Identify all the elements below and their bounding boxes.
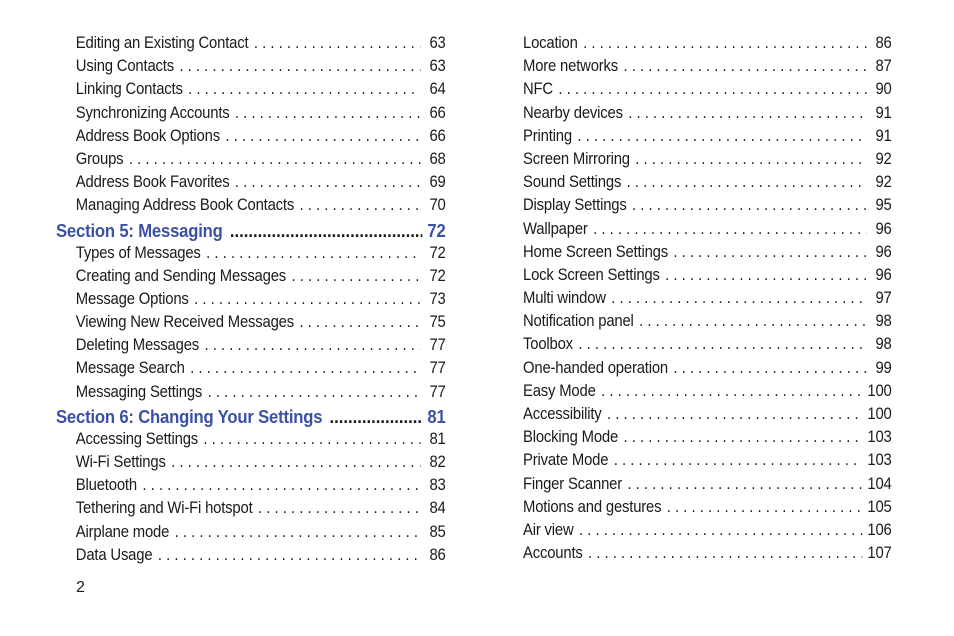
dot-leader xyxy=(623,428,862,447)
toc-page-number: 107 xyxy=(867,544,892,563)
toc-title: Wallpaper xyxy=(523,219,588,238)
toc-entry-multi-window[interactable] xyxy=(523,289,892,312)
toc-title: Managing Address Book Contacts xyxy=(75,196,295,215)
toc-title: Wi-Fi Settings xyxy=(75,453,166,471)
dot-leader xyxy=(188,80,420,99)
toc-page-number: 82 xyxy=(429,453,446,471)
toc-title: Linking Contacts xyxy=(75,80,183,99)
toc-entry-address-book-favorites[interactable] xyxy=(56,173,446,196)
dot-leader xyxy=(588,544,862,563)
toc-entry-message-search[interactable] xyxy=(56,359,446,382)
toc-title: Section 6: Changing Your Settings xyxy=(56,405,323,427)
dot-leader xyxy=(635,150,866,169)
toc-title: Bluetooth xyxy=(75,476,137,495)
toc-title: Home Screen Settings xyxy=(523,242,668,261)
toc-title: Messaging Settings xyxy=(75,382,203,401)
dot-leader xyxy=(579,521,862,540)
toc-page-number: 63 xyxy=(429,34,446,52)
toc-title: Sound Settings xyxy=(523,173,622,192)
dot-leader xyxy=(254,34,421,53)
toc-title: Airplane mode xyxy=(75,522,170,541)
dot-leader xyxy=(639,312,866,331)
toc-title: Lock Screen Settings xyxy=(523,265,660,284)
toc-entry-printing[interactable] xyxy=(523,127,892,150)
dot-leader xyxy=(611,289,866,308)
toc-title: Tethering and Wi-Fi hotspot xyxy=(75,499,253,518)
toc-title: Editing an Existing Contact xyxy=(75,34,249,52)
toc-page-number: 66 xyxy=(429,103,446,122)
toc-entry-editing-an-existing-contact[interactable] xyxy=(56,34,446,57)
toc-entry-private-mode[interactable] xyxy=(523,451,892,474)
toc-title: Message Search xyxy=(75,359,185,378)
toc-page-number: 75 xyxy=(429,313,446,332)
toc-page-number: 72 xyxy=(429,266,446,285)
dot-leader xyxy=(627,173,867,192)
toc-entry-display-settings[interactable] xyxy=(523,196,892,219)
toc-entry-wi-fi-settings[interactable] xyxy=(56,453,446,476)
toc-entry-data-usage[interactable] xyxy=(56,546,446,569)
toc-title: Viewing New Received Messages xyxy=(75,313,294,332)
dot-leader xyxy=(330,406,423,428)
toc-page-number: 86 xyxy=(429,545,446,564)
toc-entry-viewing-new-received-messages[interactable] xyxy=(56,313,446,336)
dot-leader xyxy=(129,150,421,169)
toc-entry-motions-and-gestures[interactable] xyxy=(523,498,892,521)
toc-page-number: 100 xyxy=(867,405,892,423)
toc-entry-deleting-messages[interactable] xyxy=(56,336,446,359)
toc-entry-toolbox[interactable] xyxy=(523,335,892,358)
dot-leader xyxy=(593,220,866,239)
toc-title: Groups xyxy=(75,149,124,168)
toc-page-number: 105 xyxy=(867,497,892,516)
toc-title: Message Options xyxy=(75,289,189,308)
toc-title: NFC xyxy=(523,80,553,99)
toc-page-number: 91 xyxy=(875,103,892,122)
toc-title: Creating and Sending Messages xyxy=(75,266,287,285)
toc-page-number: 103 xyxy=(867,428,892,447)
toc-page-number: 64 xyxy=(429,80,446,99)
dot-leader xyxy=(203,430,420,449)
toc-title: Display Settings xyxy=(523,196,627,215)
toc-entry-wallpaper[interactable] xyxy=(523,220,892,243)
dot-leader xyxy=(258,499,420,518)
toc-page-number: 97 xyxy=(875,289,892,308)
toc-page-number: 92 xyxy=(875,149,892,168)
toc-title: Private Mode xyxy=(523,451,609,470)
toc-entry-address-book-options[interactable] xyxy=(56,127,446,150)
toc-title: Deleting Messages xyxy=(75,336,200,355)
toc-entry-using-contacts[interactable] xyxy=(56,57,446,80)
toc-page-number: 98 xyxy=(875,335,892,354)
dot-leader xyxy=(142,476,420,495)
toc-entry-finger-scanner[interactable] xyxy=(523,475,892,498)
toc-entry-managing-address-book-contacts[interactable] xyxy=(56,196,446,219)
dot-leader xyxy=(235,173,421,192)
dot-leader xyxy=(230,220,422,242)
toc-title: Accessibility xyxy=(523,405,602,423)
dot-leader xyxy=(194,290,420,309)
toc-entry-one-handed-operation[interactable] xyxy=(523,359,892,382)
toc-entry-nfc[interactable] xyxy=(523,80,892,103)
toc-title: Synchronizing Accounts xyxy=(75,103,230,122)
toc-title: Types of Messages xyxy=(75,243,201,262)
toc-entry-airplane-mode[interactable] xyxy=(56,523,446,546)
dot-leader xyxy=(291,267,420,286)
toc-page-number: 103 xyxy=(867,451,892,470)
dot-leader xyxy=(673,359,866,378)
toc-page-number: 63 xyxy=(429,57,446,76)
toc-title: Location xyxy=(523,34,578,52)
toc-page-number: 72 xyxy=(429,243,446,262)
toc-page-number: 98 xyxy=(875,312,892,331)
toc-entry-message-options[interactable] xyxy=(56,290,446,313)
toc-title: Notification panel xyxy=(523,312,634,331)
toc-title: Toolbox xyxy=(523,335,573,354)
toc-title: Nearby devices xyxy=(523,103,623,122)
toc-page-number: 83 xyxy=(429,476,446,495)
toc-title: Screen Mirroring xyxy=(523,149,630,168)
toc-page-number: 72 xyxy=(427,219,446,241)
dot-leader xyxy=(299,313,420,332)
dot-leader xyxy=(235,104,420,123)
toc-page-number: 77 xyxy=(429,336,446,355)
toc-page-number: 73 xyxy=(429,289,446,308)
dot-leader xyxy=(632,196,866,215)
toc-entry-linking-contacts[interactable] xyxy=(56,80,446,103)
dot-leader xyxy=(171,453,420,472)
toc-entry-creating-and-sending-messages[interactable] xyxy=(56,267,446,290)
toc-entry-more-networks[interactable] xyxy=(523,57,892,80)
toc-page-number: 104 xyxy=(867,474,892,493)
toc-entry-home-screen-settings[interactable] xyxy=(523,243,892,266)
toc-entry-types-of-messages[interactable] xyxy=(56,244,446,267)
dot-leader xyxy=(628,104,866,123)
dot-leader xyxy=(179,57,420,76)
toc-page-number: 81 xyxy=(429,429,446,448)
toc-entry-notification-panel[interactable] xyxy=(523,312,892,335)
dot-leader xyxy=(225,127,420,146)
dot-leader xyxy=(665,266,866,285)
dot-leader xyxy=(158,546,421,565)
toc-entry-easy-mode[interactable] xyxy=(523,382,892,405)
toc-title: Air view xyxy=(523,520,574,539)
toc-title: Printing xyxy=(523,126,572,145)
toc-entry-sound-settings[interactable] xyxy=(523,173,892,196)
toc-title: Blocking Mode xyxy=(523,428,619,447)
toc-page-number: 92 xyxy=(875,173,892,192)
toc-page-number: 95 xyxy=(875,196,892,215)
dot-leader xyxy=(673,243,866,262)
toc-title: Address Book Options xyxy=(75,126,220,145)
toc-page-number: 91 xyxy=(875,126,892,145)
toc-page-number: 66 xyxy=(429,126,446,145)
toc-entry-accessing-settings[interactable] xyxy=(56,430,446,453)
toc-entry-accounts[interactable] xyxy=(523,544,892,567)
toc-page-number: 84 xyxy=(429,499,446,518)
dot-leader xyxy=(614,451,862,470)
toc-title: Multi window xyxy=(523,289,606,308)
toc-page-number: 68 xyxy=(429,149,446,168)
toc-title: Motions and gestures xyxy=(523,497,662,516)
toc-page-number: 87 xyxy=(875,57,892,76)
toc-page-number: 70 xyxy=(429,196,446,215)
dot-leader xyxy=(607,405,862,424)
toc-title: Easy Mode xyxy=(523,381,596,400)
toc-page-number: 77 xyxy=(429,382,446,401)
toc-title: Using Contacts xyxy=(75,57,174,76)
dot-leader xyxy=(578,335,866,354)
toc-entry-screen-mirroring[interactable] xyxy=(523,150,892,173)
dot-leader xyxy=(623,57,866,76)
dot-leader xyxy=(204,336,420,355)
dot-leader xyxy=(300,196,421,215)
toc-page-number: 96 xyxy=(875,265,892,284)
toc-title: Address Book Favorites xyxy=(75,173,230,192)
toc-entry-blocking-mode[interactable] xyxy=(523,428,892,451)
toc-entry-air-view[interactable] xyxy=(523,521,892,544)
dot-leader xyxy=(208,383,421,402)
toc-section-section-5-messaging[interactable] xyxy=(56,220,446,244)
toc-entry-groups[interactable] xyxy=(56,150,446,173)
dot-leader xyxy=(175,523,421,542)
toc-page-number: 81 xyxy=(427,405,446,427)
toc-page-number: 96 xyxy=(875,242,892,261)
toc-entry-messaging-settings[interactable] xyxy=(56,383,446,406)
toc-page-number: 90 xyxy=(875,80,892,99)
dot-leader xyxy=(190,359,420,378)
toc-left-column xyxy=(56,34,446,569)
dot-leader xyxy=(577,127,866,146)
toc-entry-nearby-devices[interactable] xyxy=(523,104,892,127)
toc-page-number: 96 xyxy=(875,219,892,238)
dot-leader xyxy=(583,34,866,53)
dot-leader xyxy=(667,498,862,517)
toc-entry-bluetooth[interactable] xyxy=(56,476,446,499)
toc-right-column xyxy=(523,34,892,567)
toc-entry-synchronizing-accounts[interactable] xyxy=(56,104,446,127)
toc-title: Accessing Settings xyxy=(75,429,199,448)
toc-title: Section 5: Messaging xyxy=(56,219,223,241)
dot-leader xyxy=(601,382,862,401)
toc-entry-lock-screen-settings[interactable] xyxy=(523,266,892,289)
toc-page-number: 69 xyxy=(429,173,446,192)
toc-title: Data Usage xyxy=(75,545,153,564)
toc-section-section-6-changing-your-settings[interactable] xyxy=(56,406,446,430)
toc-title: One-handed operation xyxy=(523,358,669,377)
toc-title: More networks xyxy=(523,57,619,76)
toc-page-number: 100 xyxy=(867,381,892,400)
dot-leader xyxy=(558,80,866,99)
toc-title: Accounts xyxy=(523,544,583,563)
toc-entry-accessibility[interactable] xyxy=(523,405,892,428)
toc-title: Finger Scanner xyxy=(523,474,623,493)
page-number: 2 xyxy=(76,579,85,596)
toc-page-number: 86 xyxy=(875,34,892,52)
toc-page-number: 106 xyxy=(867,520,892,539)
toc-page-number: 85 xyxy=(429,522,446,541)
dot-leader xyxy=(206,244,420,263)
toc-entry-location[interactable] xyxy=(523,34,892,57)
toc-page-number: 99 xyxy=(875,358,892,377)
toc-page-number: 77 xyxy=(429,359,446,378)
toc-entry-tethering-and-wi-fi-hotspot[interactable] xyxy=(56,499,446,522)
dot-leader xyxy=(627,475,862,494)
